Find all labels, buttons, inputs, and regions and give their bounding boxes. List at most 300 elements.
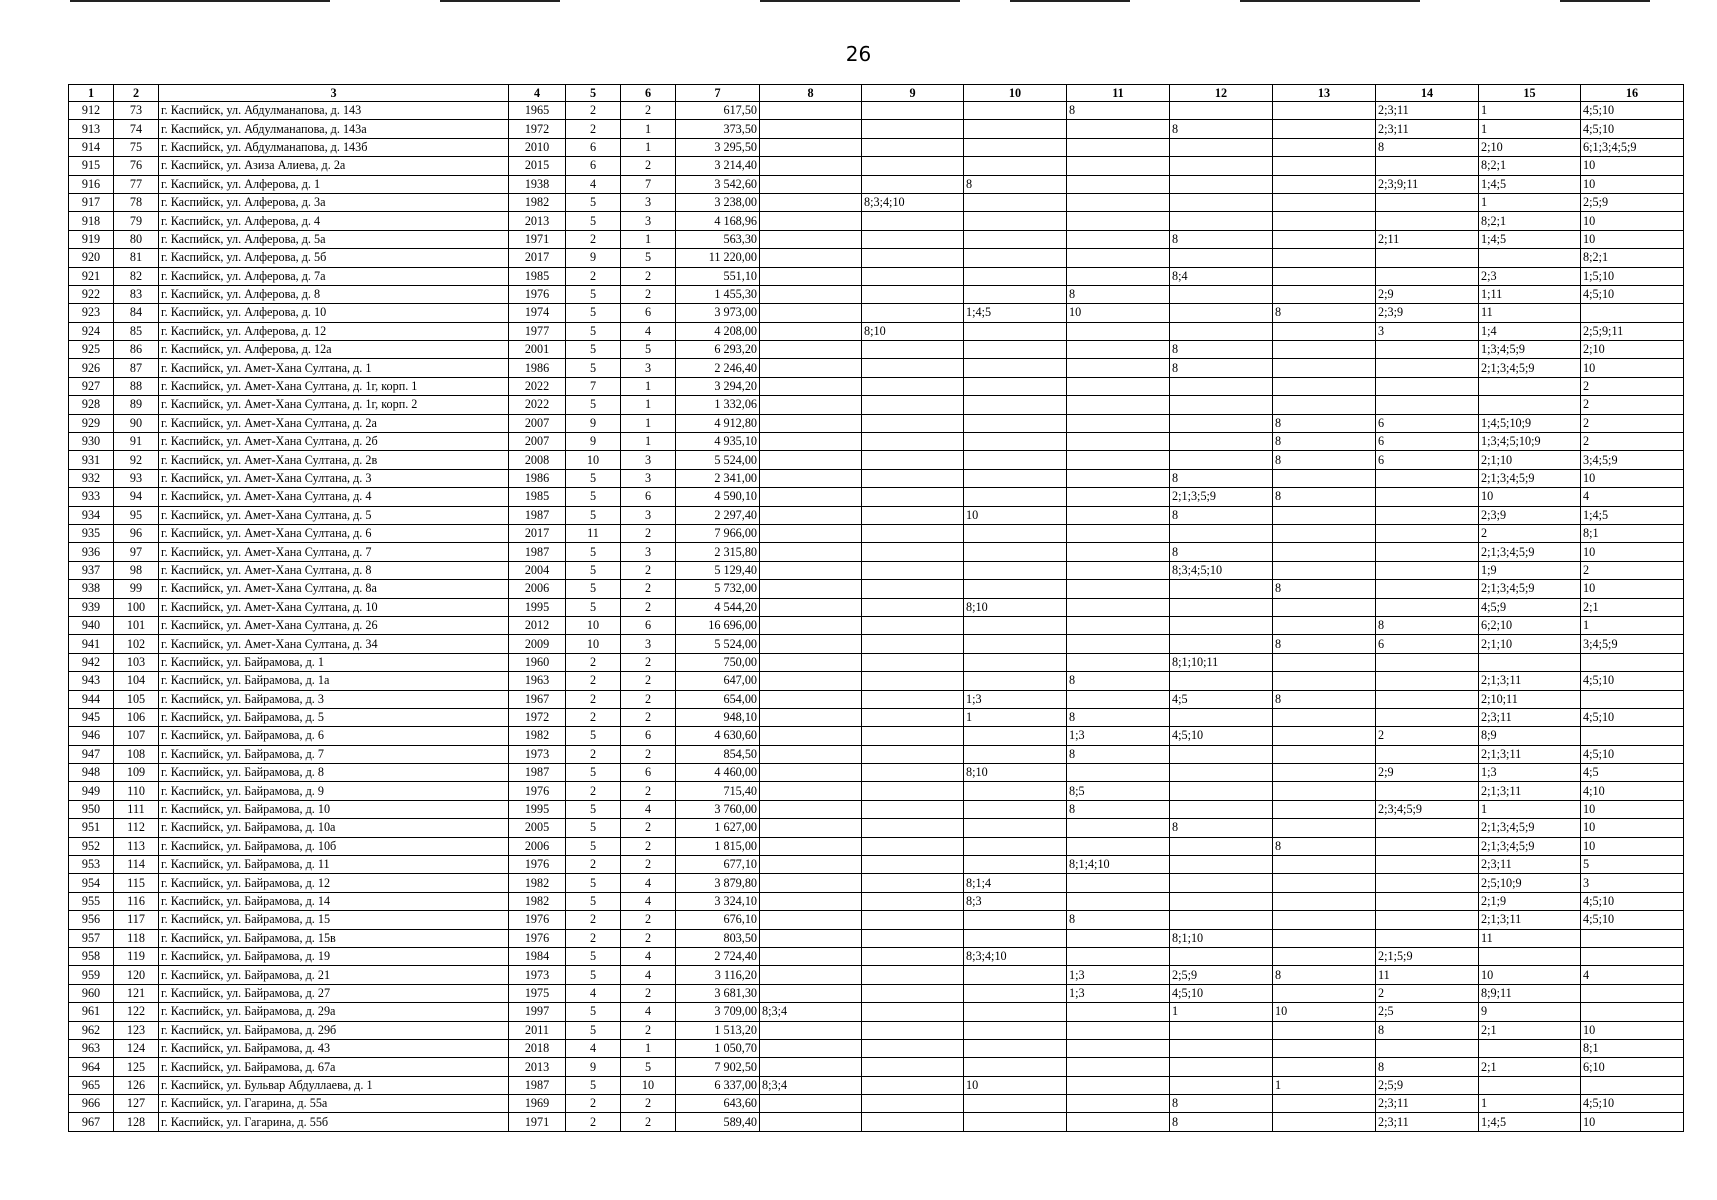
col-9-cell bbox=[862, 341, 964, 359]
entrances-cell: 5 bbox=[621, 341, 676, 359]
entrances-cell: 1 bbox=[621, 230, 676, 248]
col-11-cell bbox=[1067, 267, 1170, 285]
floors-cell: 10 bbox=[566, 451, 621, 469]
col-12-cell bbox=[1170, 856, 1273, 874]
col-11-cell bbox=[1067, 1003, 1170, 1021]
col-16-cell: 2 bbox=[1581, 414, 1684, 432]
address-cell: г. Каспийск, ул. Байрамова, д. 6 bbox=[159, 727, 509, 745]
col-14-cell: 2;3;9;11 bbox=[1376, 175, 1479, 193]
table-row bbox=[69, 433, 1684, 451]
col-15-cell: 1;4;5 bbox=[1479, 1113, 1581, 1131]
col-16-cell: 1 bbox=[1581, 616, 1684, 634]
col-8-cell bbox=[760, 616, 862, 634]
year-built-cell: 2001 bbox=[509, 341, 566, 359]
entrances-cell: 2 bbox=[621, 690, 676, 708]
entry-number-cell: 90 bbox=[114, 414, 159, 432]
col-9-cell bbox=[862, 359, 964, 377]
row-number-cell: 949 bbox=[69, 782, 114, 800]
col-15-cell: 2;5;10;9 bbox=[1479, 874, 1581, 892]
year-built-cell: 1972 bbox=[509, 708, 566, 726]
col-12-cell bbox=[1170, 193, 1273, 211]
floors-cell: 2 bbox=[566, 745, 621, 763]
year-built-cell: 1976 bbox=[509, 911, 566, 929]
col-10-cell bbox=[964, 800, 1067, 818]
col-14-cell bbox=[1376, 929, 1479, 947]
area-cell: 3 973,00 bbox=[676, 304, 760, 322]
table-row bbox=[69, 635, 1684, 653]
row-number-cell: 959 bbox=[69, 966, 114, 984]
area-cell: 3 324,10 bbox=[676, 892, 760, 910]
table-row bbox=[69, 708, 1684, 726]
col-15-cell: 2 bbox=[1479, 524, 1581, 542]
col-14-cell bbox=[1376, 193, 1479, 211]
column-header-5: 5 bbox=[566, 85, 621, 102]
col-16-cell: 10 bbox=[1581, 580, 1684, 598]
entrances-cell: 2 bbox=[621, 984, 676, 1002]
col-15-cell: 1;3;4;5;10;9 bbox=[1479, 433, 1581, 451]
col-9-cell bbox=[862, 377, 964, 395]
col-12-cell: 8;1;10 bbox=[1170, 929, 1273, 947]
col-12-cell bbox=[1170, 138, 1273, 156]
year-built-cell: 1971 bbox=[509, 230, 566, 248]
address-cell: г. Каспийск, ул. Байрамова, д. 10 bbox=[159, 800, 509, 818]
col-11-cell: 8 bbox=[1067, 672, 1170, 690]
year-built-cell: 1985 bbox=[509, 267, 566, 285]
entry-number-cell: 127 bbox=[114, 1095, 159, 1113]
table-row bbox=[69, 506, 1684, 524]
area-cell: 654,00 bbox=[676, 690, 760, 708]
col-10-cell bbox=[964, 267, 1067, 285]
year-built-cell: 1971 bbox=[509, 1113, 566, 1131]
row-number-cell: 919 bbox=[69, 230, 114, 248]
col-8-cell bbox=[760, 727, 862, 745]
area-cell: 3 238,00 bbox=[676, 193, 760, 211]
year-built-cell: 2018 bbox=[509, 1039, 566, 1057]
col-9-cell bbox=[862, 469, 964, 487]
floors-cell: 5 bbox=[566, 727, 621, 745]
col-8-cell bbox=[760, 635, 862, 653]
address-cell: г. Каспийск, ул. Амет-Хана Султана, д. 10 bbox=[159, 598, 509, 616]
year-built-cell: 1963 bbox=[509, 672, 566, 690]
entrances-cell: 2 bbox=[621, 653, 676, 671]
row-number-cell: 925 bbox=[69, 341, 114, 359]
col-15-cell: 1;11 bbox=[1479, 285, 1581, 303]
col-8-cell bbox=[760, 653, 862, 671]
col-8-cell bbox=[760, 249, 862, 267]
col-10-cell bbox=[964, 984, 1067, 1002]
address-cell: г. Каспийск, ул. Байрамова, д. 3 bbox=[159, 690, 509, 708]
col-11-cell bbox=[1067, 837, 1170, 855]
col-11-cell bbox=[1067, 414, 1170, 432]
table-row bbox=[69, 874, 1684, 892]
table-row bbox=[69, 524, 1684, 542]
col-13-cell bbox=[1273, 396, 1376, 414]
address-cell: г. Каспийск, ул. Байрамова, д. 67а bbox=[159, 1058, 509, 1076]
floors-cell: 2 bbox=[566, 653, 621, 671]
col-13-cell bbox=[1273, 120, 1376, 138]
col-12-cell bbox=[1170, 212, 1273, 230]
column-header-8: 8 bbox=[760, 85, 862, 102]
year-built-cell: 2008 bbox=[509, 451, 566, 469]
col-9-cell bbox=[862, 249, 964, 267]
col-8-cell bbox=[760, 984, 862, 1002]
col-15-cell: 1 bbox=[1479, 120, 1581, 138]
row-number-cell: 942 bbox=[69, 653, 114, 671]
col-13-cell bbox=[1273, 819, 1376, 837]
address-cell: г. Каспийск, ул. Байрамова, д. 15 bbox=[159, 911, 509, 929]
col-13-cell bbox=[1273, 874, 1376, 892]
floors-cell: 2 bbox=[566, 267, 621, 285]
col-9-cell bbox=[862, 966, 964, 984]
col-11-cell bbox=[1067, 396, 1170, 414]
col-15-cell: 8;9 bbox=[1479, 727, 1581, 745]
entrances-cell: 1 bbox=[621, 414, 676, 432]
address-cell: г. Каспийск, ул. Амет-Хана Султана, д. 8 bbox=[159, 561, 509, 579]
col-10-cell bbox=[964, 1113, 1067, 1131]
col-13-cell bbox=[1273, 782, 1376, 800]
table-row bbox=[69, 653, 1684, 671]
table-row bbox=[69, 1058, 1684, 1076]
year-built-cell: 2013 bbox=[509, 1058, 566, 1076]
floors-cell: 5 bbox=[566, 1076, 621, 1094]
entrances-cell: 2 bbox=[621, 285, 676, 303]
address-cell: г. Каспийск, ул. Байрамова, д. 14 bbox=[159, 892, 509, 910]
year-built-cell: 1982 bbox=[509, 727, 566, 745]
col-12-cell bbox=[1170, 764, 1273, 782]
table-row bbox=[69, 580, 1684, 598]
col-13-cell bbox=[1273, 193, 1376, 211]
year-built-cell: 2015 bbox=[509, 157, 566, 175]
address-cell: г. Каспийск, ул. Азиза Алиева, д. 2а bbox=[159, 157, 509, 175]
area-cell: 5 524,00 bbox=[676, 635, 760, 653]
entry-number-cell: 108 bbox=[114, 745, 159, 763]
col-13-cell bbox=[1273, 911, 1376, 929]
col-15-cell: 6;2;10 bbox=[1479, 616, 1581, 634]
floors-cell: 7 bbox=[566, 377, 621, 395]
col-13-cell bbox=[1273, 929, 1376, 947]
col-14-cell: 2;3;11 bbox=[1376, 120, 1479, 138]
col-12-cell bbox=[1170, 635, 1273, 653]
entrances-cell: 4 bbox=[621, 892, 676, 910]
address-cell: г. Каспийск, ул. Амет-Хана Султана, д. 7 bbox=[159, 543, 509, 561]
col-14-cell bbox=[1376, 653, 1479, 671]
col-9-cell bbox=[862, 396, 964, 414]
address-cell: г. Каспийск, ул. Байрамова, д. 19 bbox=[159, 947, 509, 965]
row-number-cell: 915 bbox=[69, 157, 114, 175]
col-10-cell: 8;3;4;10 bbox=[964, 947, 1067, 965]
area-cell: 948,10 bbox=[676, 708, 760, 726]
col-15-cell: 2;1;3;4;5;9 bbox=[1479, 580, 1581, 598]
area-cell: 2 297,40 bbox=[676, 506, 760, 524]
area-cell: 643,60 bbox=[676, 1095, 760, 1113]
col-16-cell bbox=[1581, 929, 1684, 947]
area-cell: 7 902,50 bbox=[676, 1058, 760, 1076]
col-16-cell: 4;5;10 bbox=[1581, 911, 1684, 929]
col-14-cell bbox=[1376, 580, 1479, 598]
year-built-cell: 1976 bbox=[509, 856, 566, 874]
area-cell: 5 524,00 bbox=[676, 451, 760, 469]
col-13-cell: 8 bbox=[1273, 304, 1376, 322]
col-14-cell bbox=[1376, 341, 1479, 359]
col-10-cell bbox=[964, 1003, 1067, 1021]
col-13-cell: 8 bbox=[1273, 837, 1376, 855]
col-9-cell bbox=[862, 782, 964, 800]
col-14-cell bbox=[1376, 249, 1479, 267]
row-number-cell: 965 bbox=[69, 1076, 114, 1094]
area-cell: 676,10 bbox=[676, 911, 760, 929]
col-9-cell bbox=[862, 1076, 964, 1094]
col-9-cell bbox=[862, 451, 964, 469]
entrances-cell: 5 bbox=[621, 1058, 676, 1076]
col-16-cell bbox=[1581, 304, 1684, 322]
row-number-cell: 930 bbox=[69, 433, 114, 451]
entry-number-cell: 123 bbox=[114, 1021, 159, 1039]
col-16-cell bbox=[1581, 653, 1684, 671]
col-16-cell: 4;10 bbox=[1581, 782, 1684, 800]
col-15-cell: 10 bbox=[1479, 966, 1581, 984]
col-8-cell bbox=[760, 506, 862, 524]
col-16-cell: 4;5;10 bbox=[1581, 672, 1684, 690]
entrances-cell: 3 bbox=[621, 451, 676, 469]
entrances-cell: 6 bbox=[621, 304, 676, 322]
col-10-cell bbox=[964, 856, 1067, 874]
col-14-cell bbox=[1376, 267, 1479, 285]
col-16-cell: 4;5;10 bbox=[1581, 745, 1684, 763]
row-number-cell: 927 bbox=[69, 377, 114, 395]
col-11-cell: 1;3 bbox=[1067, 966, 1170, 984]
floors-cell: 2 bbox=[566, 929, 621, 947]
column-header-14: 14 bbox=[1376, 85, 1479, 102]
floors-cell: 5 bbox=[566, 947, 621, 965]
area-cell: 16 696,00 bbox=[676, 616, 760, 634]
year-built-cell: 1987 bbox=[509, 506, 566, 524]
col-14-cell bbox=[1376, 856, 1479, 874]
col-9-cell bbox=[862, 175, 964, 193]
row-number-cell: 952 bbox=[69, 837, 114, 855]
col-15-cell: 2;3;11 bbox=[1479, 856, 1581, 874]
row-number-cell: 962 bbox=[69, 1021, 114, 1039]
col-11-cell bbox=[1067, 249, 1170, 267]
col-11-cell bbox=[1067, 690, 1170, 708]
col-16-cell: 10 bbox=[1581, 157, 1684, 175]
table-row bbox=[69, 800, 1684, 818]
col-8-cell bbox=[760, 414, 862, 432]
col-9-cell bbox=[862, 138, 964, 156]
col-14-cell: 6 bbox=[1376, 433, 1479, 451]
floors-cell: 5 bbox=[566, 966, 621, 984]
floors-cell: 5 bbox=[566, 1021, 621, 1039]
entry-number-cell: 73 bbox=[114, 102, 159, 120]
col-16-cell: 4;5;10 bbox=[1581, 708, 1684, 726]
year-built-cell: 1965 bbox=[509, 102, 566, 120]
entry-number-cell: 100 bbox=[114, 598, 159, 616]
year-built-cell: 2017 bbox=[509, 524, 566, 542]
col-12-cell bbox=[1170, 175, 1273, 193]
table-row bbox=[69, 1003, 1684, 1021]
col-12-cell: 4;5;10 bbox=[1170, 727, 1273, 745]
row-number-cell: 928 bbox=[69, 396, 114, 414]
col-8-cell bbox=[760, 285, 862, 303]
col-11-cell bbox=[1067, 488, 1170, 506]
floors-cell: 5 bbox=[566, 837, 621, 855]
col-12-cell bbox=[1170, 1039, 1273, 1057]
area-cell: 6 337,00 bbox=[676, 1076, 760, 1094]
col-9-cell bbox=[862, 708, 964, 726]
row-number-cell: 964 bbox=[69, 1058, 114, 1076]
entry-number-cell: 81 bbox=[114, 249, 159, 267]
col-15-cell: 2;1;3;4;5;9 bbox=[1479, 543, 1581, 561]
col-10-cell bbox=[964, 212, 1067, 230]
entry-number-cell: 113 bbox=[114, 837, 159, 855]
col-15-cell: 1 bbox=[1479, 102, 1581, 120]
table-row bbox=[69, 764, 1684, 782]
col-14-cell bbox=[1376, 782, 1479, 800]
col-8-cell bbox=[760, 911, 862, 929]
col-16-cell: 3;4;5;9 bbox=[1581, 635, 1684, 653]
col-12-cell bbox=[1170, 433, 1273, 451]
col-12-cell bbox=[1170, 414, 1273, 432]
col-9-cell bbox=[862, 414, 964, 432]
row-number-cell: 922 bbox=[69, 285, 114, 303]
area-cell: 677,10 bbox=[676, 856, 760, 874]
entry-number-cell: 104 bbox=[114, 672, 159, 690]
col-11-cell bbox=[1067, 1039, 1170, 1057]
col-15-cell: 2;1;3;4;5;9 bbox=[1479, 359, 1581, 377]
area-cell: 617,50 bbox=[676, 102, 760, 120]
col-11-cell bbox=[1067, 1113, 1170, 1131]
col-13-cell bbox=[1273, 543, 1376, 561]
row-number-cell: 924 bbox=[69, 322, 114, 340]
col-13-cell: 8 bbox=[1273, 635, 1376, 653]
table-row bbox=[69, 819, 1684, 837]
col-9-cell bbox=[862, 745, 964, 763]
entrances-cell: 2 bbox=[621, 102, 676, 120]
col-14-cell bbox=[1376, 672, 1479, 690]
col-8-cell bbox=[760, 341, 862, 359]
col-11-cell bbox=[1067, 193, 1170, 211]
col-16-cell bbox=[1581, 690, 1684, 708]
col-15-cell: 2;1;3;11 bbox=[1479, 745, 1581, 763]
col-13-cell bbox=[1273, 322, 1376, 340]
col-8-cell bbox=[760, 929, 862, 947]
entrances-cell: 3 bbox=[621, 212, 676, 230]
col-16-cell bbox=[1581, 727, 1684, 745]
entry-number-cell: 115 bbox=[114, 874, 159, 892]
col-8-cell bbox=[760, 396, 862, 414]
floors-cell: 2 bbox=[566, 102, 621, 120]
year-built-cell: 2010 bbox=[509, 138, 566, 156]
col-14-cell: 2;9 bbox=[1376, 764, 1479, 782]
col-12-cell: 4;5 bbox=[1170, 690, 1273, 708]
entrances-cell: 3 bbox=[621, 635, 676, 653]
entrances-cell: 2 bbox=[621, 1113, 676, 1131]
entry-number-cell: 98 bbox=[114, 561, 159, 579]
floors-cell: 5 bbox=[566, 874, 621, 892]
col-9-cell bbox=[862, 212, 964, 230]
col-9-cell bbox=[862, 800, 964, 818]
floors-cell: 9 bbox=[566, 1058, 621, 1076]
col-10-cell bbox=[964, 524, 1067, 542]
address-cell: г. Каспийск, ул. Амет-Хана Султана, д. 3 bbox=[159, 469, 509, 487]
col-11-cell bbox=[1067, 561, 1170, 579]
area-cell: 3 214,40 bbox=[676, 157, 760, 175]
col-11-cell bbox=[1067, 929, 1170, 947]
area-cell: 2 341,00 bbox=[676, 469, 760, 487]
entrances-cell: 2 bbox=[621, 1095, 676, 1113]
col-8-cell bbox=[760, 304, 862, 322]
col-15-cell bbox=[1479, 1076, 1581, 1094]
entrances-cell: 3 bbox=[621, 193, 676, 211]
year-built-cell: 1982 bbox=[509, 874, 566, 892]
col-16-cell: 4;5;10 bbox=[1581, 102, 1684, 120]
column-header-4: 4 bbox=[509, 85, 566, 102]
table-row bbox=[69, 616, 1684, 634]
entry-number-cell: 111 bbox=[114, 800, 159, 818]
col-16-cell: 4;5;10 bbox=[1581, 285, 1684, 303]
col-12-cell bbox=[1170, 598, 1273, 616]
floors-cell: 5 bbox=[566, 892, 621, 910]
page-number: 26 bbox=[845, 42, 872, 66]
col-15-cell: 2;1;3;11 bbox=[1479, 782, 1581, 800]
col-13-cell bbox=[1273, 653, 1376, 671]
entry-number-cell: 117 bbox=[114, 911, 159, 929]
col-8-cell bbox=[760, 120, 862, 138]
year-built-cell: 1997 bbox=[509, 1003, 566, 1021]
col-16-cell: 8;2;1 bbox=[1581, 249, 1684, 267]
year-built-cell: 1976 bbox=[509, 782, 566, 800]
col-15-cell: 2;1;3;11 bbox=[1479, 672, 1581, 690]
col-9-cell bbox=[862, 819, 964, 837]
row-number-cell: 943 bbox=[69, 672, 114, 690]
row-number-cell: 921 bbox=[69, 267, 114, 285]
row-number-cell: 946 bbox=[69, 727, 114, 745]
col-8-cell bbox=[760, 598, 862, 616]
col-16-cell: 3 bbox=[1581, 874, 1684, 892]
year-built-cell: 2012 bbox=[509, 616, 566, 634]
col-10-cell bbox=[964, 616, 1067, 634]
col-15-cell: 8;9;11 bbox=[1479, 984, 1581, 1002]
col-13-cell bbox=[1273, 506, 1376, 524]
row-number-cell: 954 bbox=[69, 874, 114, 892]
year-built-cell: 2007 bbox=[509, 414, 566, 432]
table-row bbox=[69, 377, 1684, 395]
scan-top-edge bbox=[0, 0, 1717, 3]
entry-number-cell: 122 bbox=[114, 1003, 159, 1021]
col-12-cell: 8 bbox=[1170, 1113, 1273, 1131]
col-16-cell: 4 bbox=[1581, 488, 1684, 506]
address-cell: г. Каспийск, ул. Байрамова, д. 27 bbox=[159, 984, 509, 1002]
col-14-cell: 8 bbox=[1376, 138, 1479, 156]
col-9-cell bbox=[862, 543, 964, 561]
table-row bbox=[69, 947, 1684, 965]
address-cell: г. Каспийск, ул. Абдулманапова, д. 143 bbox=[159, 102, 509, 120]
col-9-cell bbox=[862, 856, 964, 874]
table-row bbox=[69, 892, 1684, 910]
table-row bbox=[69, 102, 1684, 120]
area-cell: 563,30 bbox=[676, 230, 760, 248]
col-15-cell: 1;4 bbox=[1479, 322, 1581, 340]
area-cell: 750,00 bbox=[676, 653, 760, 671]
col-12-cell: 8 bbox=[1170, 469, 1273, 487]
entrances-cell: 4 bbox=[621, 322, 676, 340]
floors-cell: 2 bbox=[566, 708, 621, 726]
col-11-cell bbox=[1067, 175, 1170, 193]
col-11-cell bbox=[1067, 580, 1170, 598]
col-9-cell bbox=[862, 120, 964, 138]
col-8-cell bbox=[760, 102, 862, 120]
entrances-cell: 7 bbox=[621, 175, 676, 193]
col-10-cell bbox=[964, 929, 1067, 947]
